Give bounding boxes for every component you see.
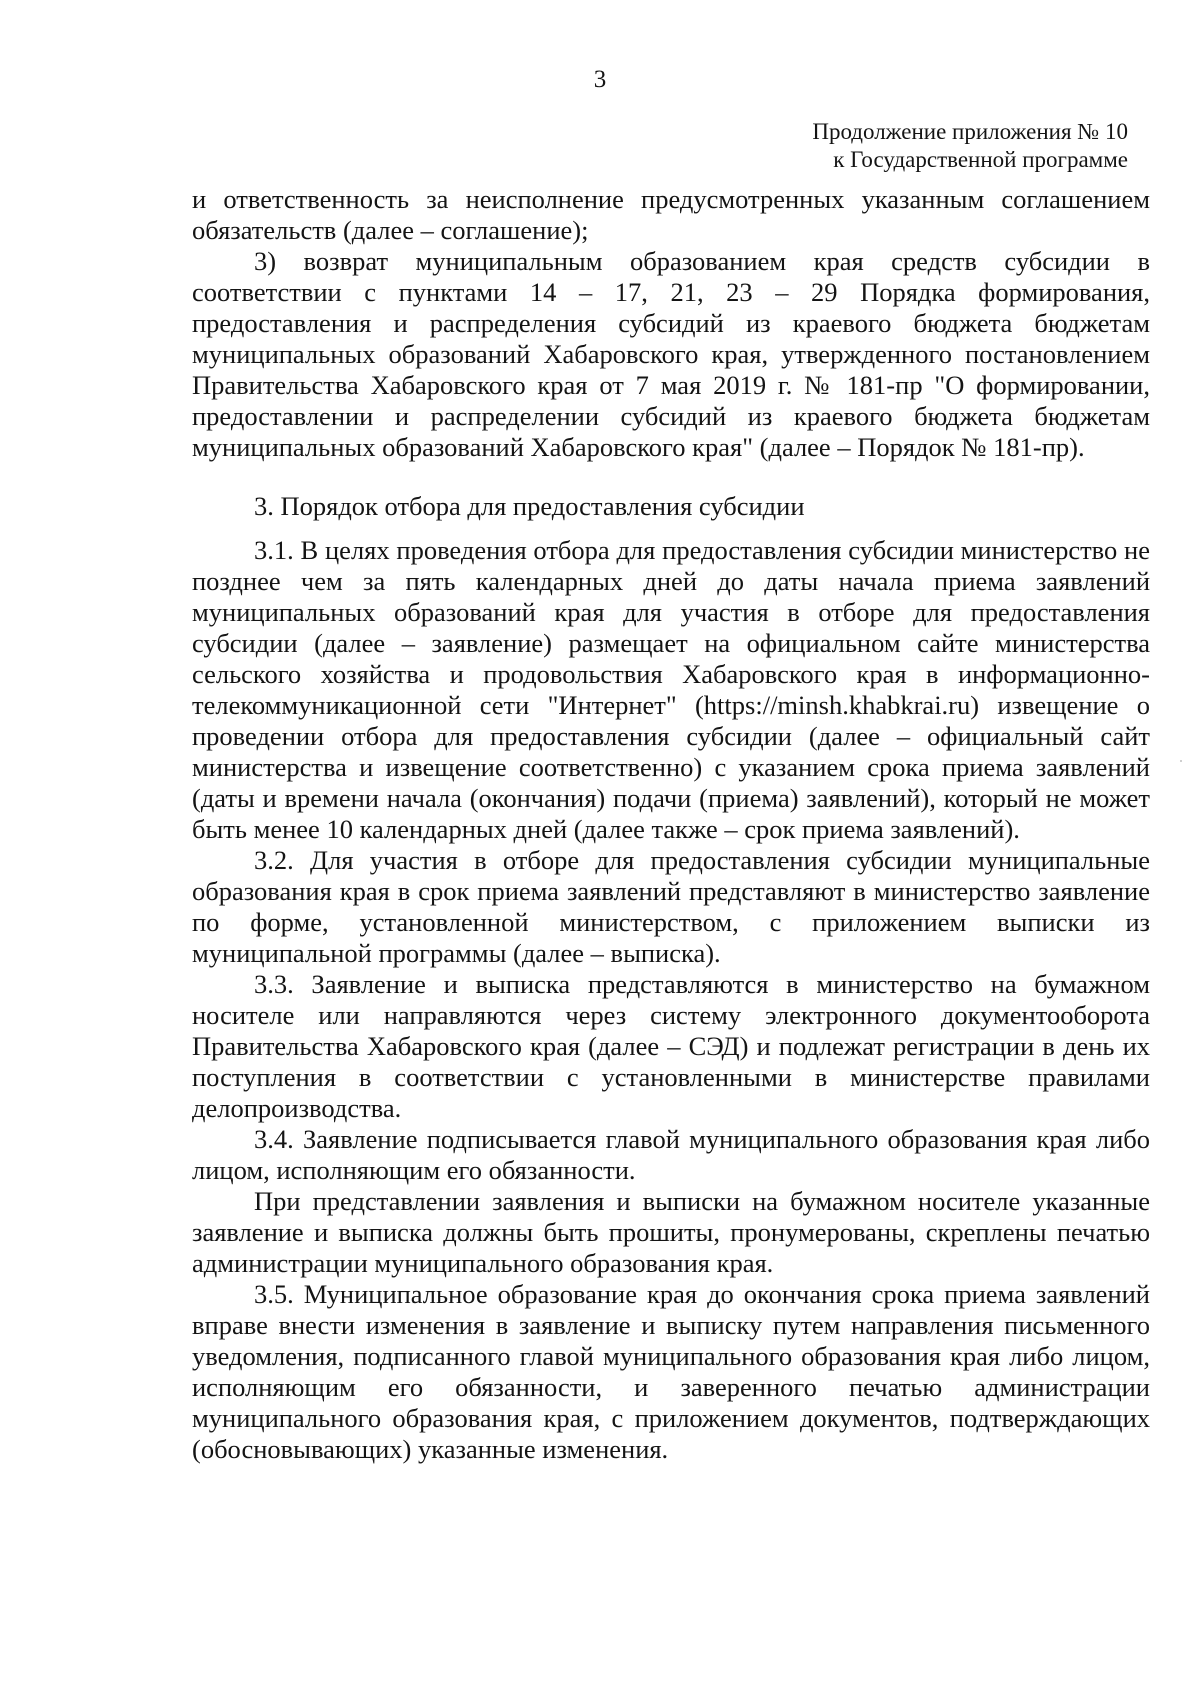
paragraph-continuation: и ответственность за неисполнение предусмотренных указанным соглашением обязательств (далее – соглашение); (192, 184, 1150, 245)
appendix-header (528, 118, 1128, 174)
page-number: 3 (593, 66, 607, 93)
paragraph-3-2: 3.2. Для участия в отборе для предоставления субсидии муниципальные образования края в срок приема заявлений представляют в министерство заявление по форме, установленной министерством, с приложением выписки из муниципальной программы (далее – выписка). (192, 845, 1150, 968)
paragraph-3-4: 3.4. Заявление подписывается главой муниципального образования края либо лицом, исполняющим его обязанности. (192, 1124, 1150, 1185)
paragraph-3-3: 3.3. Заявление и выписка представляются в министерство на бумажном носителе или направляются через систему электронного документооборота Правительства Хабаровского края (далее – СЭД) и подлежат регистрации в день их поступления в соответствии с установленными в министерстве правилами делопроизводства. (192, 969, 1150, 1123)
paragraph-3-1: 3.1. В целях проведения отбора для предоставления субсидии министерство не позднее чем за пять календарных дней до даты начала приема заявлений муниципальных образований края для участия в отборе для предоставления субсидии (далее – заявление) размещает на официальном сайте министерства сельского хозяйства и продовольствия Хабаровского края в информационно-телекоммуникационной сети "Интернет" (https://minsh.khabkrai.ru) извещение о проведении отбора для предоставления субсидии (далее – официальный сайт министерства и извещение соответственно) с указанием срока приема заявлений (даты и времени начала (окончания) подачи (приема) заявлений), который не может быть менее 10 календарных дней (далее также – срок приема заявлений). (192, 535, 1150, 844)
appendix-header-line-2: к Государственной программе (833, 147, 1128, 172)
paragraph-3-4-continued: При представлении заявления и выписки на бумажном носителе указанные заявление и выписка должны быть прошиты, пронумерованы, скреплены печатью администрации муниципального образования края. (192, 1186, 1150, 1278)
document-body (192, 184, 1150, 1465)
section-3-heading: 3. Порядок отбора для предоставления субсидии (254, 491, 805, 521)
scan-speck (1180, 760, 1182, 762)
paragraph-item-3: 3) возврат муниципальным образованием края средств субсидии в соответствии с пунктами 14 – 17, 21, 23 – 29 Порядка формирования, предоставления и распределения субсидий из краевого бюджета бюджетам муниципальных образований Хабаровского края, утвержденного постановлением Правительства Хабаровского края от 7 мая 2019 г. № 181-пр "О формировании, предоставлении и распределении субсидий из краевого бюджета бюджетам муниципальных образований Хабаровского края" (далее – Порядок № 181-пр). (192, 246, 1150, 462)
paragraph-3-5: 3.5. Муниципальное образование края до окончания срока приема заявлений вправе внести изменения в заявление и выписку путем направления письменного уведомления, подписанного главой муниципального образования края либо лицом, исполняющим его обязанности, и заверенного печатью администрации муниципального образования края, с приложением документов, подтверждающих (обосновывающих) указанные изменения. (192, 1279, 1150, 1464)
appendix-header-line-1: Продолжение приложения № 10 (812, 119, 1128, 144)
